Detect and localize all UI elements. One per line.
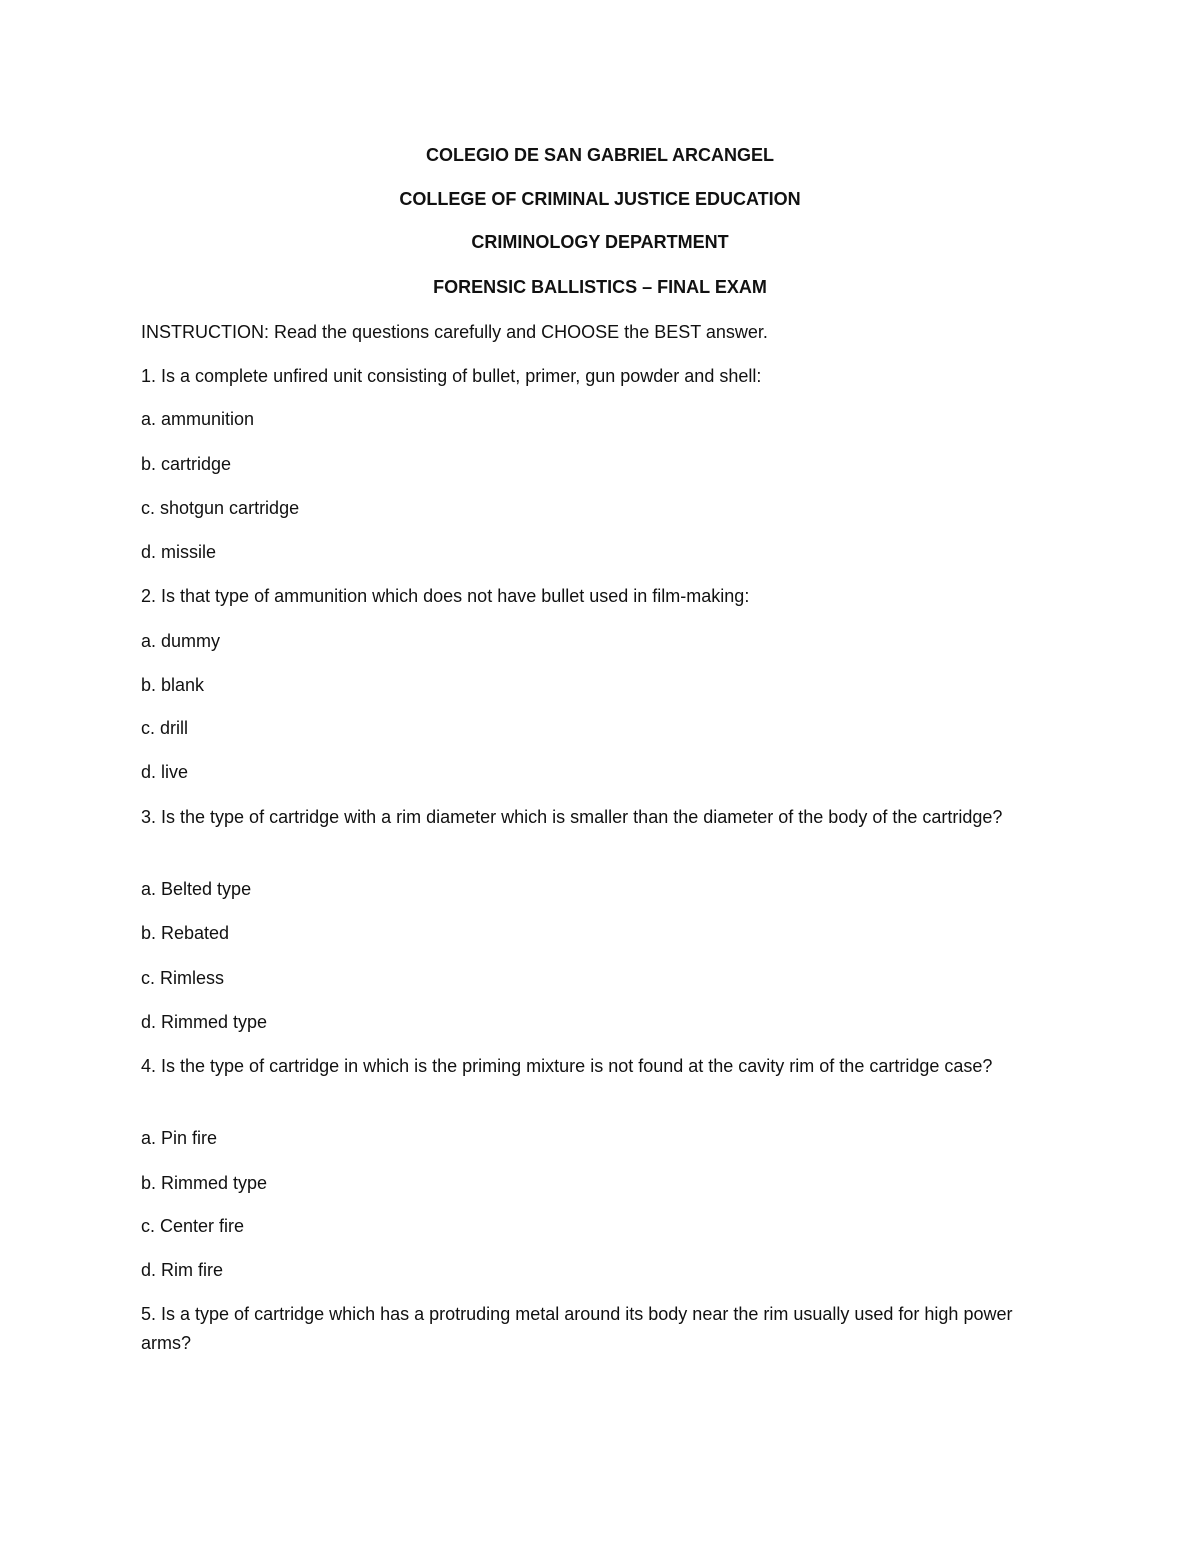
question-4-option-c: c. Center fire <box>141 1216 245 1236</box>
question-1-option-d: d. missile <box>141 542 217 562</box>
question-1-option-c: c. shotgun cartridge <box>141 498 300 518</box>
question-3-option-c: c. Rimless <box>141 968 225 988</box>
question-1-option-a: a. ammunition <box>141 409 255 429</box>
question-4-option-b: b. Rimmed type <box>141 1173 268 1193</box>
question-3-option-b: b. Rebated <box>141 923 230 943</box>
question-3-text: 3. Is the type of cartridge with a rim diameter which is smaller than the diameter of the body of the cartridge? <box>141 807 1003 827</box>
question-4-option-d: d. Rim fire <box>141 1260 224 1280</box>
instruction-text: INSTRUCTION: Read the questions carefully and CHOOSE the BEST answer. <box>141 322 768 342</box>
question-3-option-d: d. Rimmed type <box>141 1012 268 1032</box>
question-2-text: 2. Is that type of ammunition which does not have bullet used in film-making: <box>141 586 750 606</box>
question-5-text: 5. Is a type of cartridge which has a protruding metal around its body near the rim usually used for high power arms? <box>141 1304 1013 1353</box>
question-1-option-b: b. cartridge <box>141 454 232 474</box>
college-name: COLLEGE OF CRIMINAL JUSTICE EDUCATION <box>399 189 801 209</box>
question-2-option-a: a. dummy <box>141 631 221 651</box>
question-3-option-a: a. Belted type <box>141 879 252 899</box>
question-4-option-a: a. Pin fire <box>141 1128 218 1148</box>
department-name: CRIMINOLOGY DEPARTMENT <box>471 232 729 252</box>
question-1-text: 1. Is a complete unfired unit consisting of bullet, primer, gun powder and shell: <box>141 366 762 386</box>
question-2-option-c: c. drill <box>141 718 189 738</box>
school-name: COLEGIO DE SAN GABRIEL ARCANGEL <box>425 145 775 165</box>
exam-title: FORENSIC BALLISTICS – FINAL EXAM <box>433 277 767 297</box>
question-2-option-b: b. blank <box>141 675 205 695</box>
question-2-option-d: d. live <box>141 762 189 782</box>
question-4-text: 4. Is the type of cartridge in which is the priming mixture is not found at the cavity rim of the cartridge case? <box>141 1056 993 1076</box>
